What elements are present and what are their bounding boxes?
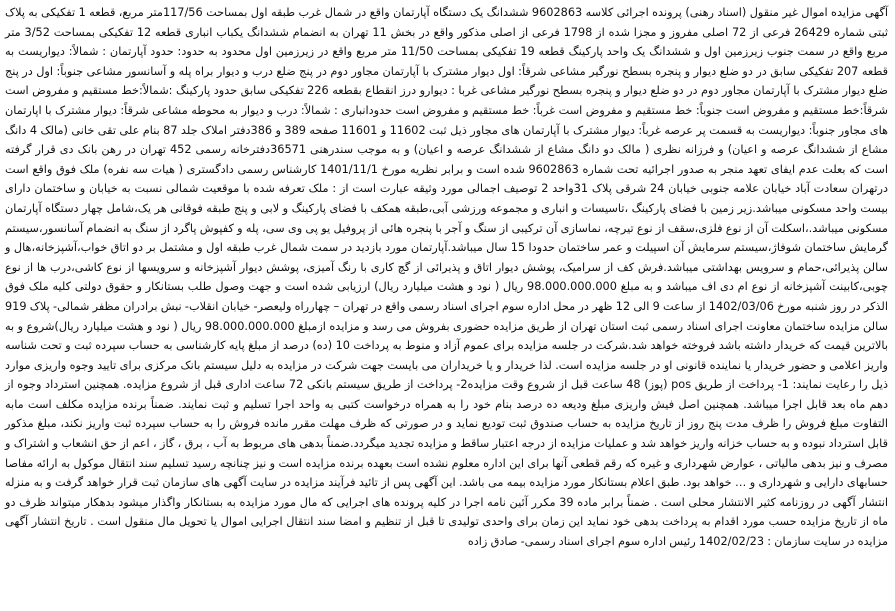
notice-body-text: آگهی مزایده اموال غیر منقول (اسناد رهنی) پرونده اجرائی کلاسه 9602863 ششدانگ یک دستگاه آپارتمان واقع در شمال غرب طبقه اول بمساحت 117/56متر مربع، قطعه 1 تفکیکی به پلاک ثبتی شماره 26429 فرعی از 72 اصلی مفروز و مجزا شده از 1798 فرعی از اصلی مذکور واقع در بخش 11 تهران به انضمام ششدانگ یکباب انباری قطعه 12 تفکیکی بمساحت 3/52 متر مربع واقع در سمت جنوب زیرزمین اول و ششدانگ یک واحد پارکینگ قطعه 19 تفکیکی بمساحت 11/50 متر مربع واقع در زیرزمین اول محدود به حدود: حدود آپارتمان : شمالاً: دیواریست به قطعه 207 تفکیکی سابق در دو ضلع دیوار و پنجره بسطح نورگیر مشاعی شرقاً: اول دیوار مشترک با آپارتمان مجاور دوم در پنج ضلع درب و دیوار براه پله و آسانسور مشاعی جنوباً: اول در پنج ضلع دیوار مشترک با آپارتمان مجاور دوم در دو ضلع دیوار و پنجره بسطح نورگیر مشاعی غربا : دیوارو درز انقطاع بقطعه 226 تفکیکی سابق حدود پارکینگ :شمالاً:خط مستقیم و مفروض است شرقاً:خط مستقیم و مفروض است جنوباً: خط مستقیم و مفروض است غرباً: خط مستقیم و مفروض است حدودانباری : شمالاً: درب و دیوار به محوطه مشاعی شرقاً: دیوار مشترک با اپارتمان های مجاور جنوباً: دیواریست به قسمت پر عرصه غرباً: دیوار مشترک با آپارتمان های مجاور ذیل ثبت 11602 و 11601 صفحه 389 و 386دفتر املاک جلد 87 بنام علی تقی خانی (مالک 4 دانگ مشاع از ششدانگ عرصه و اعیان) و فرزانه نظری ( مالک دو دانگ مشاع از ششدانگ عرصه و اعیان) و به موجب سندرهنی 36571دفترخانه رسمی 452 تهران در رهن بانک دی قرار گرفته است که بعلت عدم ایفای تعهد منجر به صدور اجرائیه تحت شماره 9602863 شده است و برابر نظریه مورخ 1401/11/1 کارشناس رسمی دادگستری ( هیات سه نفره) ملک فوق واقع است درتهران سعادت آباد خیابان علامه جنوبی خیابان 24 شرقی پلاک 31واحد 2 توصیف اجمالی مورد وثیقه عبارت است از : ملک تعرفه شده با موقعیت شمالی نسبت به خیابان و ساختمان دارای بیست واحد مسکونی میباشد.زیر زمین با فضای پارکینگ ،تاسیسات و انباری و مجموعه ورزشی آبی،طبقه همکف با فضای پارکینگ و لابی و پنج طبقه فوقانی هر یک،شامل چهار دستگاه آپارتمان مسکونی میباشد.،اسکلت آن از نوع فلزی،سقف از نوع تیرچه، نماسازی آن ترکیبی از سنگ و آجر با پنجره هائی از پروفیل یو پی وی سی، پله و کفپوش پاگرد از سنگ به انضمام آسانسور،سیستم گرمایش ساختمان شوفاژ،سیستم سرمایش آن اسپیلت و عمر ساختمان حدودا 15 سال میباشد.آپارتمان مورد بازدید در سمت شمال غرب طبقه اول و مشتمل بر دو اتاق خواب،آشپزخانه،هال و سالن پذیرائی،حمام و سرویس بهداشتی میباشد.فرش کف از سرامیک، پوشش دیوار اتاق و پذیرائی از گچ کاری با رنگ آمیزی، پوشش دیوار آشپزخانه و سرویسها از نوع کاشی،درب ها از نوع چوبی،کابینت آشپزخانه از نوع ام دی اف میباشد و به مبلغ 98.000.000.000 ریال ( نود و هشت میلیارد ریال) ارزیابی شده است و جهت وصول طلب بستانکار و حقوق دولتی کلیه ملک فوق الذکر در روز شنبه مورخ 1402/03/06 از ساعت 9 الی 12 ظهر در محل اداره سوم اجرای اسناد رسمی واقع در تهران – چهارراه ولیعصر- خیابان انقلاب- نبش برادران مظفر شمالی- پلاک 919 سالن مزایده ساختمان معاونت اجرای اسناد رسمی ثبت استان تهران از طریق مزایده حضوری بفروش می رسد و مزایده ازمبلغ 98.000.000.000 ریال ( نود و هشت میلیارد ریال)شروع و به بالاترین قیمت که خریدار داشته باشد فروخته خواهد شد.شرکت در جلسه مزایده برای عموم آزاد و منوط به پرداخت 10 (ده) درصد از مبلغ پایه کارشناسی به حساب سپرده ثبت و تحت شناسه واریز اعلامی و حضور خریدار یا نماینده قانونی او در جلسه مزایده است. لذا خریدار و یا خریداران می بایست جهت شرکت در مزایده به دلیل سیستم بانک مرکزی برای تایید وجوه واریزی موارد ذیل را رعایت نمایند: 1- پرداخت از طریق pos (پوز) 48 ساعت قبل از شروع وقت مزایده2- پرداخت از طریق سیستم بانکی 72 ساعت اداری قبل از شروع مزایده. همچنین استرداد وجوه از دهم ماه بعد قابل اجرا میباشد. همچنین اصل فیش واریزی مبلغ ودیعه ده درصد بنام خود را به همراه درخواست کتبی به واحد اجرا تسلیم و ثبت نمایند. ضمناً برنده مزایده مکلف است مابه التفاوت مبلغ فروش را ظرف مدت پنج روز از تاریخ مزایده به حساب صندوق ثبت تودیع نماید و در صورتی که ظرف مهلت مقرر مانده فروش را به حساب سپرده ثبت واریز نکند، مبلغ مذکور قابل استرداد نبوده و به حساب خزانه واریز خواهد شد و عملیات مزایده از درجه اعتبار ساقط و مزایده تجدید میگردد.ضمناً بدهی های مربوط به آب ، برق ، گاز ، اعم از حق انشعاب و اشتراک و مصرف و نیز بدهی مالیاتی ، عوارض شهرداری و غیره که رقم قطعی آنها برای این اداره معلوم نشده است بعهده برنده مزایده است و نیز چنانچه رسید تسلیم سند انتقال موکول به ارائه مفاصا حسابهای دارایی و شهرداری و … خواهد بود. طبق اعلام بستانکار مورد مزایده بیمه می باشد. این آگهی پس از تائید فرآیند مزایده در سایت آگهی های سازمان ثبت قرار خواهد گرفت و به منزله انتشار آگهی در روزنامه کثیر الانتشار محلی است . ضمناً برابر ماده 39 مکرر آئین نامه اجرا در کلیه پرونده های اجرایی که مال مورد مزایده به بستانکار واگذار میشود بدهکار میتواند ظرف دو ماه از تاریخ مزایده حسب مورد اقدام به پرداخت بدهی خود نماید این زمان برای واحدی تولیدی تا قبل از تنظیم و امضا سند انتقال اجرایی اموال یا تحویل مال منقول است . تاریخ انتشار آگهی مزایده در سایت سازمان : 1402/02/23 رئیس اداره سوم اجرای اسناد رسمی- صادق زاده bbox=[5, 6, 889, 549]
